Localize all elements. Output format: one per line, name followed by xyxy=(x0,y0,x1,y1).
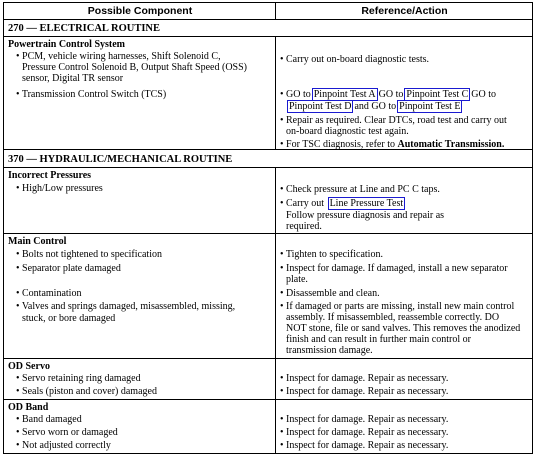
pinpoint-test-c-link[interactable]: Pinpoint Test C xyxy=(406,89,469,100)
main-control-action-4-line-4: finish and can result in further main control or xyxy=(286,334,471,345)
od-band-title: OD Band xyxy=(8,402,49,413)
table-header xyxy=(4,3,532,20)
main-control-action-2-line-2: plate. xyxy=(286,274,308,285)
header-reference-action: Reference/Action xyxy=(361,5,448,17)
main-control-action-4-line-5: transmission damage. xyxy=(286,345,373,356)
main-control-item-4-line-2: stuck, or bore damaged xyxy=(22,313,116,324)
row-divider xyxy=(4,358,532,359)
od-servo-item-2: • Seals (piston and cover) damaged xyxy=(16,386,157,397)
od-band-action-1: • Inspect for damage. Repair as necessary. xyxy=(280,414,449,425)
row-divider xyxy=(4,167,532,168)
row-divider xyxy=(4,149,532,150)
od-servo-item-1: • Servo retaining ring damaged xyxy=(16,373,141,384)
section-electrical-routine: 270 — ELECTRICAL ROUTINE xyxy=(8,23,160,34)
row-divider xyxy=(4,399,532,400)
incorrect-pressures-action-2-line-2: Follow pressure diagnosis and repair as xyxy=(286,210,445,221)
column-divider xyxy=(275,36,276,149)
powertrain-goto-line-1: • GO to Pinpoint Test A GO to Pinpoint Test C GO to xyxy=(280,89,497,100)
goto-text: GO to xyxy=(471,89,497,100)
incorrect-pressures-action-2 xyxy=(280,198,406,209)
header-divider xyxy=(275,3,276,19)
goto-text: and GO to xyxy=(354,101,397,112)
powertrain-item-1-line-3: sensor, Digital TR sensor xyxy=(22,73,124,84)
incorrect-pressures-action-1: • Check pressure at Line and PC C taps. xyxy=(280,184,440,195)
section-hydraulic-routine: 370 — HYDRAULIC/MECHANICAL ROUTINE xyxy=(8,154,233,165)
carry-out-text: • Carry out xyxy=(280,198,325,209)
main-control-item-4: • Valves and springs damaged, misassembled, missing, xyxy=(16,301,236,312)
main-control-action-4: • If damaged or parts are missing, install new main control xyxy=(280,301,515,312)
main-control-item-2: • Separator plate damaged xyxy=(16,263,121,274)
main-control-item-1: • Bolts not tightened to specification xyxy=(16,249,162,260)
powertrain-action-3: • Repair as required. Clear DTCs, road test and carry out xyxy=(280,115,507,126)
row-divider xyxy=(4,36,532,37)
pinpoint-test-a-link[interactable]: Pinpoint Test A xyxy=(313,89,376,100)
line-pressure-test-link[interactable]: Line Pressure Test xyxy=(329,198,404,209)
powertrain-action-1: • Carry out on-board diagnostic tests. xyxy=(280,54,430,65)
tsc-text: • For TSC diagnosis, refer to xyxy=(280,139,395,150)
incorrect-pressures-title: Incorrect Pressures xyxy=(8,170,92,181)
powertrain-item-1: • PCM, vehicle wiring harnesses, Shift Solenoid C, xyxy=(16,51,221,62)
automatic-transmission-ref: Automatic Transmission. xyxy=(397,139,505,150)
main-control-action-3: • Disassemble and clean. xyxy=(280,288,380,299)
main-control-action-2: • Inspect for damage. If damaged, install a new separator xyxy=(280,263,508,274)
od-band-item-1: • Band damaged xyxy=(16,414,82,425)
pinpoint-test-e-link[interactable]: Pinpoint Test E xyxy=(399,101,461,112)
incorrect-pressures-item: • High/Low pressures xyxy=(16,183,103,194)
incorrect-pressures-action-2-line-3: required. xyxy=(286,221,322,232)
powertrain-item-2: • Transmission Control Switch (TCS) xyxy=(16,89,167,100)
main-control-title: Main Control xyxy=(8,236,67,247)
main-control-action-4-line-2: assembly. If misassembled, reassemble correctly. DO xyxy=(286,312,500,323)
goto-text: GO to xyxy=(378,89,404,100)
diagnostic-table xyxy=(3,2,533,454)
pinpoint-test-d-link[interactable]: Pinpoint Test D xyxy=(289,101,352,112)
header-possible-component: Possible Component xyxy=(87,5,193,17)
main-control-action-4-line-3: NOT stone, file or sand valves. This removes the anodized xyxy=(286,323,521,334)
row-divider xyxy=(4,233,532,234)
main-control-action-1: • Tighten to specification. xyxy=(280,249,383,260)
od-servo-action-2: • Inspect for damage. Repair as necessary. xyxy=(280,386,449,397)
powertrain-item-1-line-2: Pressure Control Solenoid B, Output Shaft Speed (OSS) xyxy=(22,62,247,73)
od-band-action-3: • Inspect for damage. Repair as necessary. xyxy=(280,440,449,451)
powertrain-title: Powertrain Control System xyxy=(8,39,126,50)
od-servo-action-1: • Inspect for damage. Repair as necessary. xyxy=(280,373,449,384)
od-band-item-3: • Not adjusted correctly xyxy=(16,440,111,451)
od-band-action-2: • Inspect for damage. Repair as necessary. xyxy=(280,427,449,438)
goto-text: GO to xyxy=(286,89,311,100)
od-servo-title: OD Servo xyxy=(8,361,50,372)
main-control-item-3: • Contamination xyxy=(16,288,82,299)
powertrain-goto-line-2 xyxy=(286,101,463,112)
column-divider xyxy=(275,167,276,454)
powertrain-action-3-line-2: on-board diagnostic test again. xyxy=(286,126,409,137)
od-band-item-2: • Servo worn or damaged xyxy=(16,427,118,438)
